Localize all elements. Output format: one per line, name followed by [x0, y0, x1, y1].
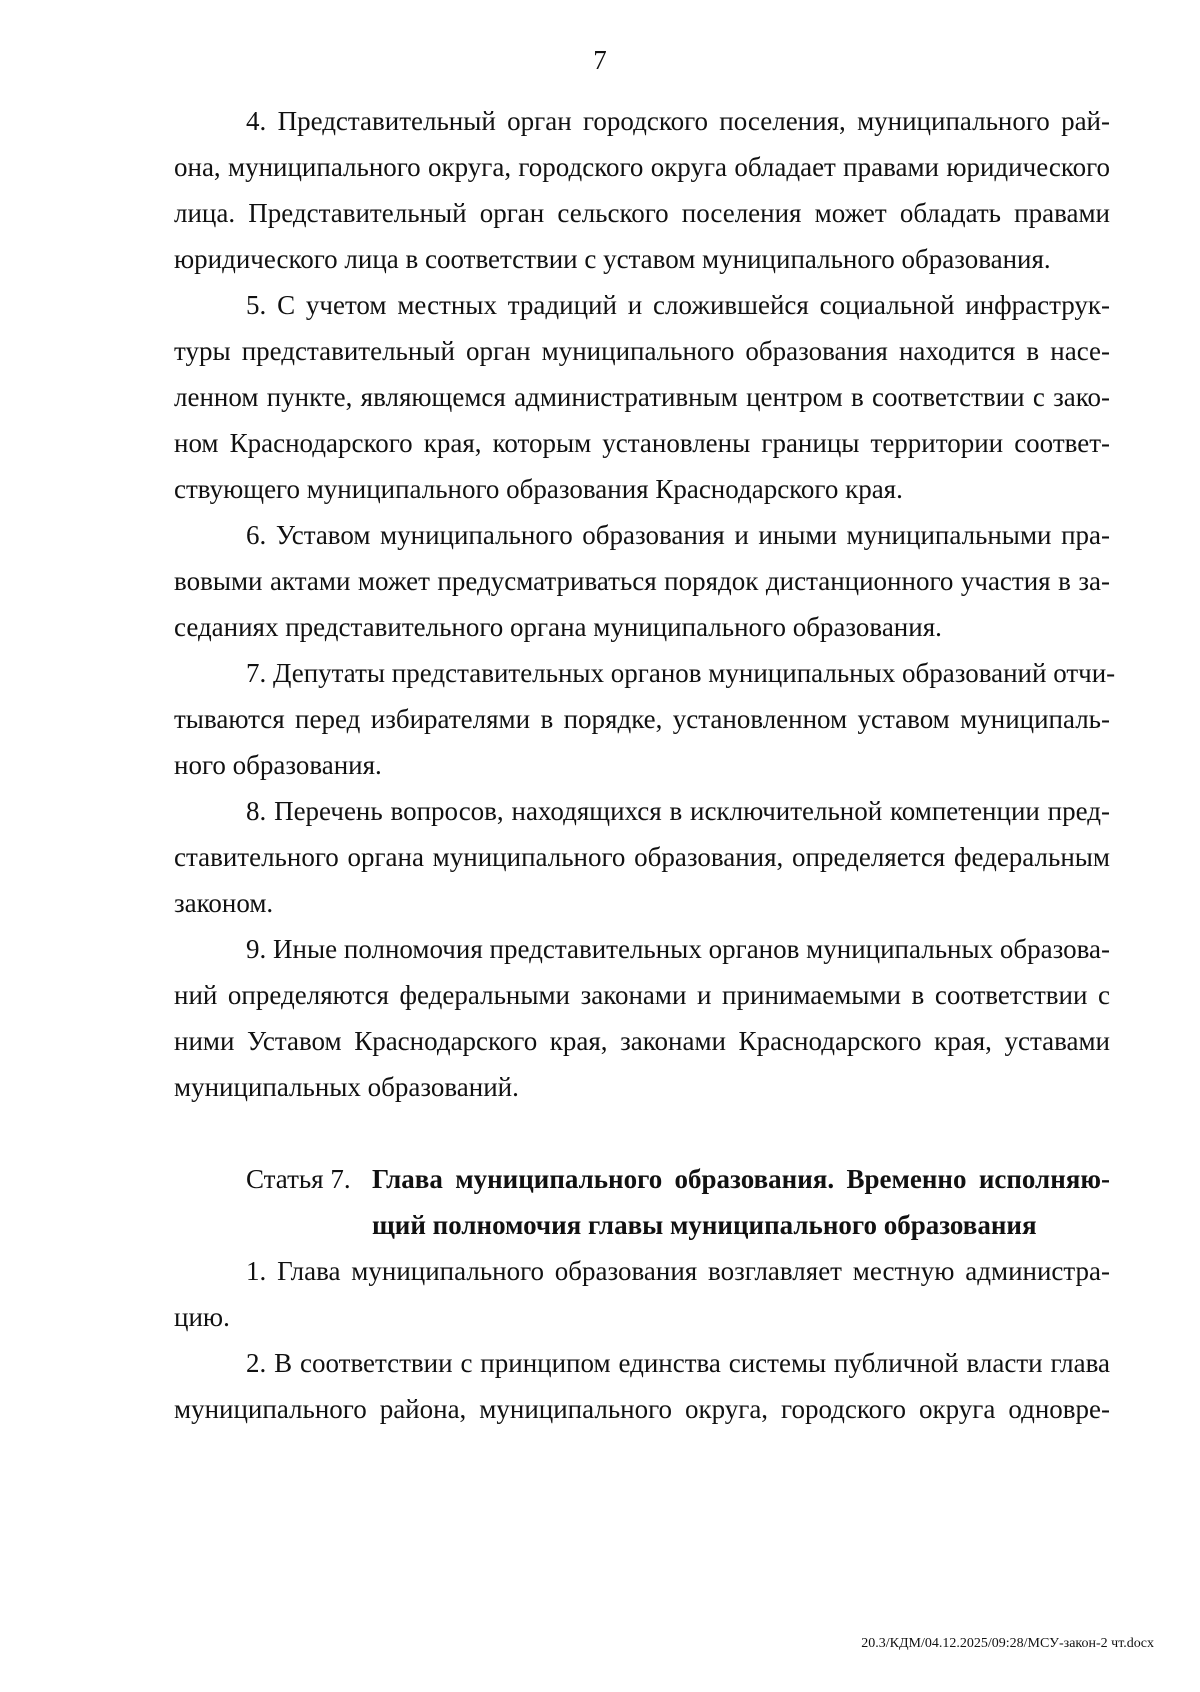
article-title-line: Глава муниципального образования. Временно исполняю-: [372, 1164, 1110, 1194]
text-line: юридического лица в соответствии с уставом муниципального образования.: [174, 244, 1051, 274]
document-body: [174, 98, 1116, 1432]
text-line: 4. Представительный орган городского поселения, муниципального рай-: [246, 106, 1110, 136]
text-line: цию.: [174, 1302, 230, 1332]
text-line: законом.: [174, 888, 274, 918]
text-line: ставительного органа муниципального образования, определяется федеральным: [174, 842, 1110, 872]
paragraph-7: [174, 650, 1116, 788]
page-number: 7: [593, 45, 607, 75]
paragraph-6: [174, 512, 1110, 650]
article-paragraph-1: [174, 1248, 1110, 1340]
article-label: Статья 7.: [246, 1164, 351, 1194]
article-paragraph-2: [174, 1340, 1110, 1432]
text-line: она, муниципального округа, городского округа обладает правами юридического: [174, 152, 1110, 182]
text-line: 1. Глава муниципального образования возглавляет местную администра-: [246, 1256, 1110, 1286]
text-line: седаниях представительного органа муниципального образования.: [174, 612, 942, 642]
text-line: 6. Уставом муниципального образования и иными муниципальными пра-: [246, 520, 1110, 550]
text-line: туры представительный орган муниципального образования находится в насе-: [174, 336, 1110, 366]
paragraph-8: [174, 788, 1110, 926]
text-line: ствующего муниципального образования Краснодарского края.: [174, 474, 903, 504]
article-title: [372, 1156, 1110, 1248]
text-line: 9. Иные полномочия представительных органов муниципальных образова-: [246, 934, 1110, 964]
text-line: ленном пункте, являющемся административным центром в соответствии с зако-: [174, 382, 1110, 412]
file-footer: 20.3/КДМ/04.12.2025/09:28/МСУ-закон-2 чт.docx: [861, 1636, 1154, 1651]
article-title-line: щий полномочия главы муниципального образования: [372, 1210, 1037, 1240]
text-line: 2. В соответствии с принципом единства системы публичной власти глава: [246, 1348, 1110, 1378]
text-line: ного образования.: [174, 750, 382, 780]
text-line: муниципальных образований.: [174, 1072, 519, 1102]
text-line: тываются перед избирателями в порядке, установленном уставом муниципаль-: [174, 704, 1110, 734]
text-line: вовыми актами может предусматриваться порядок дистанционного участия в за-: [174, 566, 1110, 596]
text-line: ний определяются федеральными законами и принимаемыми в соответствии с: [174, 980, 1110, 1010]
text-line: 8. Перечень вопросов, находящихся в исключительной компетенции пред-: [246, 796, 1110, 826]
paragraph-5: [174, 282, 1110, 512]
text-line: лица. Представительный орган сельского поселения может обладать правами: [174, 198, 1110, 228]
text-line: муниципального района, муниципального округа, городского округа одновре-: [174, 1394, 1110, 1424]
text-line: 5. С учетом местных традиций и сложившейся социальной инфраструк-: [246, 290, 1110, 320]
paragraph-9: [174, 926, 1110, 1110]
text-line: ними Уставом Краснодарского края, законами Краснодарского края, уставами: [174, 1026, 1110, 1056]
text-line: 7. Депутаты представительных органов муниципальных образований отчи-: [246, 658, 1116, 688]
paragraph-4: [174, 98, 1110, 282]
text-line: ном Краснодарского края, которым установлены границы территории соответ-: [174, 428, 1110, 458]
article-heading: [174, 1156, 1110, 1248]
